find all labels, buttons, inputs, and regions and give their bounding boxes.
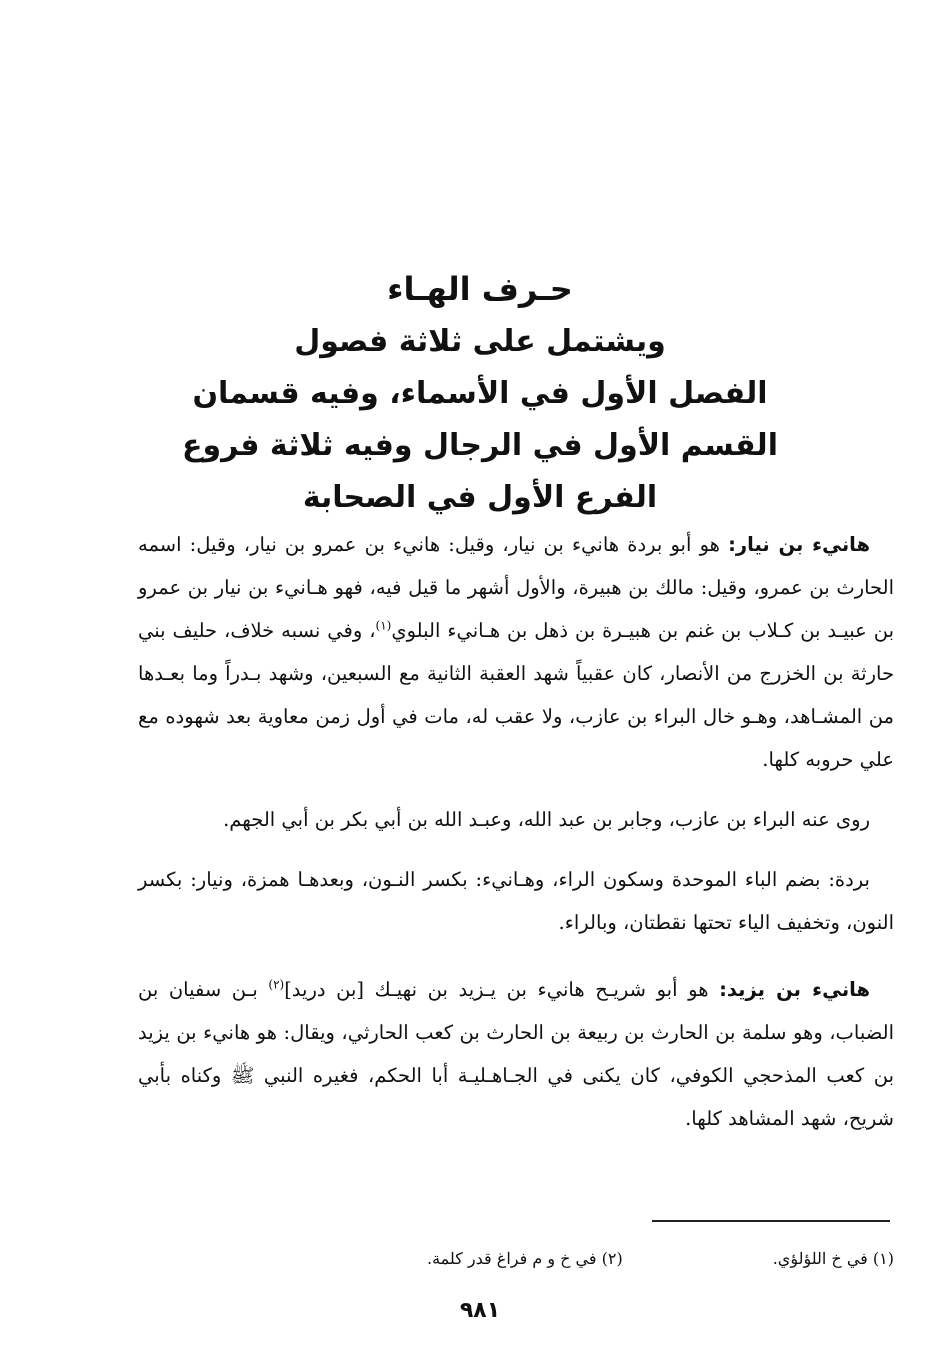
entry-paragraph (138, 968, 894, 1140)
footnote-2: (٢) في خ و م فراغ قدر كلمة. (427, 1249, 623, 1268)
chapter-headings (150, 262, 810, 524)
branch-heading: الفرع الأول في الصحابة (302, 480, 658, 515)
narrators-paragraph: روى عنه البراء بن عازب، وجابر بن عبد الله، وعبـد الله بن أبي بكر بن أبي الجهم. (223, 808, 870, 831)
entry-paragraph (138, 523, 894, 781)
entry-name: هانيء بن يزيد: (719, 978, 870, 1001)
entry-text: هو أبو بردة هانيء بن نيار، وقيل: هانيء بن عمرو بن نيار، وقيل: اسمه الحارث بن عمرو، وقيل: مالك بن هبيرة، والأول أشهر ما قيل فيه، فهو هـانيء بن نيار بن عمرو بن عبيـد بن كـلاب بن غنم بن هبيـرة بن ذهل بن هـانيء البلوي (138, 533, 894, 642)
entry-text-continued: بـن سفيان بن الضباب، وهو سلمة بن الحارث بن ربيعة بن الحارث بن كعب الحارثي، ويقال: هو هانيء بن يزيد بن كعب المذحجي الكوفي، كان يكنى في الجـاهـليـة أبا الحكم، فغيره النبي ﷺ وكناه بأبي شريح، شهد المشاهد كلها. (138, 978, 894, 1130)
chapter-title: حـرف الهـاء (387, 270, 573, 308)
footnotes (300, 1246, 894, 1272)
body-text (138, 523, 894, 1157)
entry-text: هو أبو شريـح هانيء بن يـزيد بن نهيـك [بن دريد] (284, 978, 720, 1001)
page-number: ٩٨١ (459, 1298, 501, 1323)
chapter-subtitle: ويشتمل على ثلاثة فصول (294, 324, 666, 359)
entry-name: هانيء بن نيار: (728, 533, 870, 556)
footnote-ref: (٢) (268, 977, 285, 992)
section-heading: الفصل الأول في الأسماء، وفيه قسمان (192, 376, 768, 411)
entry-text-continued: ، وفي نسبه خلاف، حليف بني حارثة بن الخزرج من الأنصار، كان عقبياً شهد العقبة الثانية مع السبعين، وشهد بـدراً وما بعـدها من المشـاهد، وهـو خال البراء بن عازب، ولا عقب له، مات في أول زمن معاوية بعد شهوده مع علي حروبه كلها. (138, 619, 894, 771)
footnote-1: (١) في خ اللؤلؤي. (772, 1249, 894, 1268)
footnote-divider (652, 1220, 890, 1222)
footnote-ref: (١) (375, 618, 392, 633)
part-heading: القسم الأول في الرجال وفيه ثلاثة فروع (182, 428, 778, 463)
orthography-paragraph: بردة: بضم الباء الموحدة وسكون الراء، وهـانيء: بكسر النـون، وبعدهـا همزة، ونيار: بكسر النون، وتخفيف الياء تحتها نقطتان، وبالراء. (138, 868, 894, 934)
